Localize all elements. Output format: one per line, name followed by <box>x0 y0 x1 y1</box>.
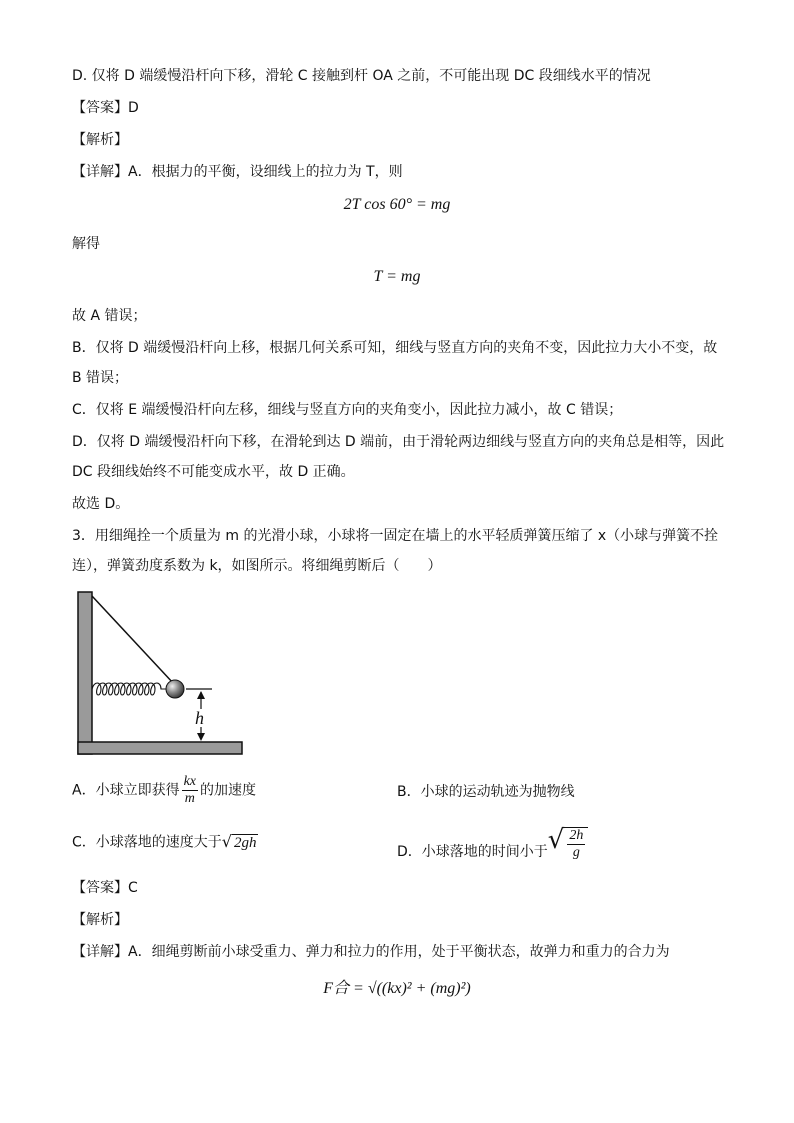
height-label: h <box>195 708 204 728</box>
option-c-sqrt: √ 2gh <box>221 832 257 851</box>
answer-label-1: 【答案】D <box>72 100 139 116</box>
option-d-sqrt: √ $\frac{2h}{g}$ <box>548 822 591 861</box>
d-explain-line-2: DC 段细线始终不可能变成水平，故 D 正确。 <box>72 464 355 480</box>
option-b: B．小球的运动轨迹为抛物线 <box>397 784 575 800</box>
option-a <box>72 774 256 807</box>
option-a-suffix: 的加速度 <box>200 782 257 799</box>
c-explain-line: C．仅将 E 端缓慢沿杆向左移，细线与竖直方向的夹角变小，因此拉力减小，故 C 错误； <box>72 402 623 418</box>
choose-line: 故选 D。 <box>72 496 130 512</box>
equation-3: F合 = √((kx)² + (mg)²) <box>323 980 471 997</box>
d-explain-line-1: D．仅将 D 端缓慢沿杆向下移，在滑轮到达 D 端前，由于滑轮两边细线与竖直方向的夹角总是相等，因此 <box>72 434 725 450</box>
detail-line-1: 【详解】A．根据力的平衡，设细线上的拉力为 T，则 <box>72 164 403 180</box>
analysis-label-1: 【解析】 <box>72 132 128 148</box>
analysis-label-2: 【解析】 <box>72 912 128 928</box>
equation-2: T = mg <box>373 268 421 285</box>
wall <box>78 592 92 754</box>
question-3-line-2: 连），弹簧劲度系数为 k，如图所示。将细绳剪断后（ ） <box>72 558 442 574</box>
option-a-numerator: kx <box>183 774 197 789</box>
option-d-text: D．小球落地的时间小于 <box>397 843 548 860</box>
question-3-line-1: 3．用细绳拴一个质量为 m 的光滑小球，小球将一固定在墙上的水平轻质弹簧压缩了 x（小球与弹簧不拴 <box>72 528 719 544</box>
answer-label-2: 【答案】C <box>72 880 138 896</box>
option-a-denominator: m <box>184 791 195 806</box>
option-a-fraction <box>182 774 198 807</box>
option-c <box>72 832 258 853</box>
ball <box>166 680 184 698</box>
option-c-radicand: 2gh <box>233 835 257 851</box>
option-d-denominator: g <box>572 845 580 860</box>
option-d <box>397 822 590 861</box>
option-d-numerator: 2h <box>569 828 584 843</box>
option-c-text: C．小球落地的速度大于 <box>72 834 222 851</box>
b-explain-line-2: B 错误； <box>72 370 129 386</box>
floor <box>78 742 242 754</box>
a-wrong-line: 故 A 错误； <box>72 308 147 324</box>
rope <box>92 596 174 684</box>
spring <box>92 683 166 695</box>
solve-label: 解得 <box>72 236 100 252</box>
option-a-text: A．小球立即获得 <box>72 782 180 799</box>
detail-line-2: 【详解】A．细绳剪断前小球受重力、弹力和拉力的作用，处于平衡状态，故弹力和重力的合力为 <box>72 944 670 960</box>
option-d-previous: D. 仅将 D 端缓慢沿杆向下移，滑轮 C 接触到杆 OA 之前，不可能出现 DC 段细线水平的情况 <box>72 68 651 84</box>
equation-1: 2T cos 60° = mg <box>343 196 451 213</box>
spring-ball-figure <box>74 588 246 760</box>
b-explain-line-1: B．仅将 D 端缓慢沿杆向上移，根据几何关系可知，细线与竖直方向的夹角不变，因此拉力大小不变，故 <box>72 340 718 356</box>
